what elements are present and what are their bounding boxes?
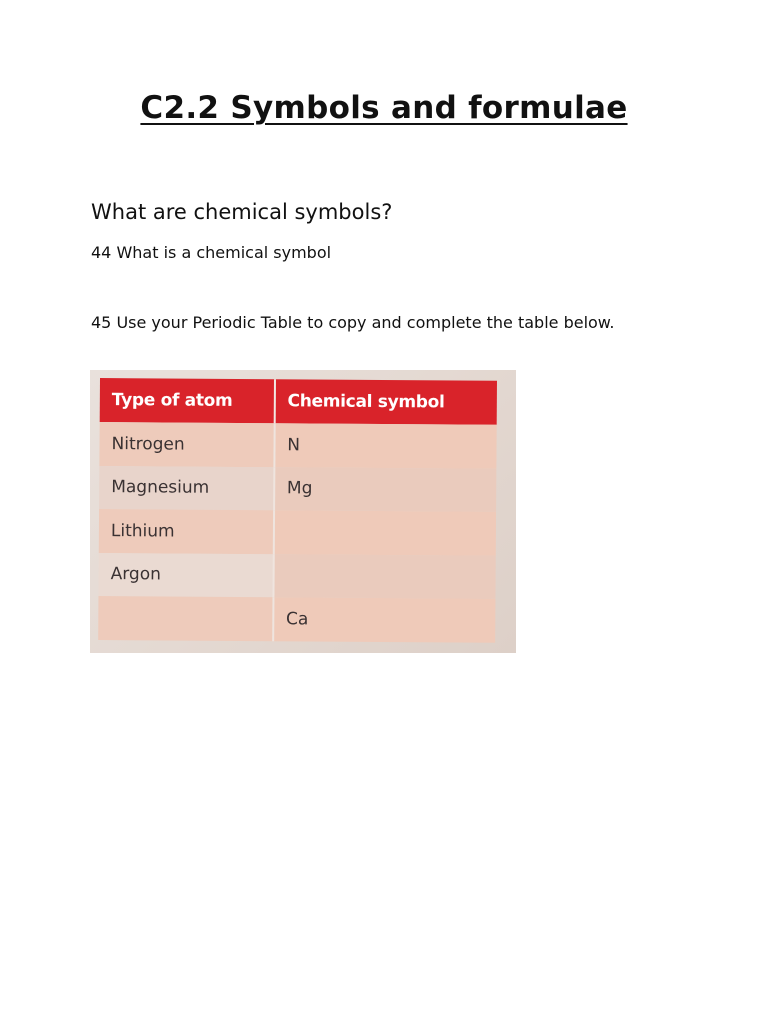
atom-cell [98, 596, 273, 641]
symbol-cell: Mg [274, 467, 497, 512]
table-header-row [100, 378, 497, 425]
table-row [98, 596, 495, 642]
table-row [99, 509, 496, 555]
element-symbol-table [98, 378, 497, 642]
atom-cell: Nitrogen [99, 422, 274, 467]
section-heading: What are chemical symbols? [91, 200, 393, 224]
question-45: 45 Use your Periodic Table to copy and complete the table below. [91, 313, 615, 332]
symbol-cell: N [274, 423, 497, 468]
atom-cell: Magnesium [99, 465, 274, 510]
table-photo [90, 370, 516, 653]
table-row [99, 422, 496, 468]
table-row [99, 465, 496, 511]
question-44: 44 What is a chemical symbol [91, 243, 332, 262]
symbol-cell [273, 510, 496, 555]
header-chemical-symbol: Chemical symbol [274, 379, 497, 425]
page-title: C2.2 Symbols and formulae [140, 90, 628, 126]
table-row [98, 552, 495, 598]
symbol-cell: Ca [273, 597, 496, 642]
atom-cell: Argon [98, 552, 273, 597]
symbol-cell [273, 554, 496, 599]
header-type-of-atom: Type of atom [100, 378, 275, 423]
atom-cell: Lithium [99, 509, 274, 554]
